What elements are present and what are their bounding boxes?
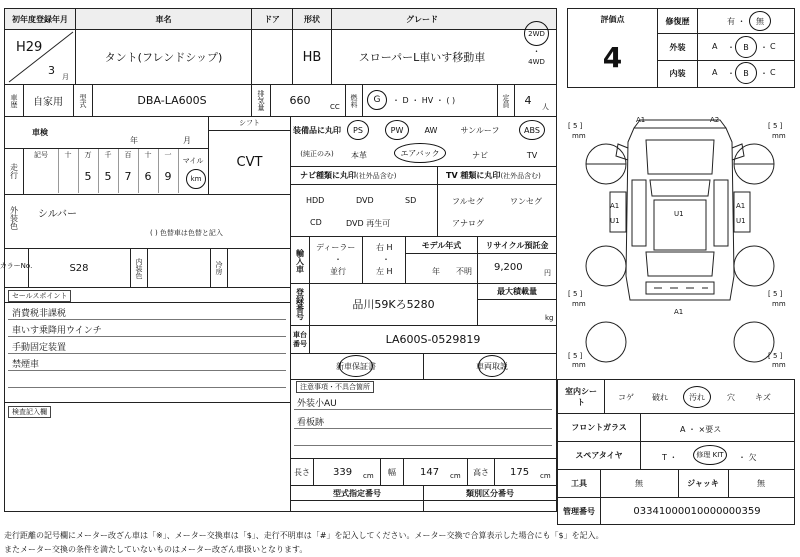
tv-type-sub: (社外品含む): [500, 172, 541, 180]
label-a1-left: A1: [610, 202, 620, 210]
interior-dot: ・: [727, 69, 735, 78]
windshield-label: フロントガラス: [571, 422, 627, 432]
mileage-digit: 6: [144, 169, 152, 183]
mileage-digit: 5: [104, 169, 112, 183]
cooler-label: 冷房: [215, 261, 223, 275]
mgmt-no-value: 03341000010000000359: [633, 505, 761, 517]
nav-dvd-play: DVD 再生可: [346, 219, 391, 228]
new-car-warranty: 新車保証書: [336, 361, 376, 371]
length-value: 339: [333, 467, 353, 478]
tire-mm-spare-l: mm: [572, 361, 586, 368]
repair-label: 修復歴: [665, 16, 690, 26]
grade-value: スローパーL車いす移動車: [358, 51, 486, 64]
repair-options: 有 ・: [727, 17, 746, 26]
tire-mm-rr: mm: [772, 300, 786, 308]
mileage-digit: 9: [164, 169, 172, 183]
nav-type-sub: (社外品含む): [356, 172, 397, 180]
model-year-label: モデル年式: [421, 240, 462, 250]
category-label: 車歴: [10, 93, 18, 108]
tv-analog: アナログ: [452, 219, 484, 228]
equipment-sub: (純正のみ): [300, 150, 334, 158]
mileage-header: 百: [124, 151, 132, 159]
equip-sunroof: サンルーフ: [460, 125, 500, 135]
tools-value: 無: [635, 478, 643, 488]
exterior-label: 外装: [669, 42, 686, 52]
shift-label: シフト: [239, 119, 260, 127]
mileage-digit: 7: [124, 169, 132, 183]
inspection-year-unit: 年: [130, 136, 138, 145]
equip-airbag: エアバック: [400, 148, 440, 158]
chassis-value: LA600S-0529819: [385, 333, 481, 346]
model-year-unit: 年: [432, 267, 440, 276]
width-value: 147: [420, 467, 440, 478]
sales-point-item: 消費税非課税: [12, 309, 67, 319]
nav-dvd: DVD: [356, 196, 374, 205]
cc-unit: CC: [330, 103, 340, 111]
capacity-label: 定員: [502, 93, 510, 108]
exterior-color-label: 外装色: [9, 206, 19, 230]
height-label: 高さ: [473, 467, 489, 477]
tire-mm-fl: mm: [572, 132, 586, 140]
class-label: 類別区分番号: [466, 488, 514, 498]
exterior-b: B: [743, 42, 749, 52]
sales-points-label: セールスポイント: [8, 290, 71, 302]
import-dealer: ディーラー: [316, 243, 356, 252]
mileage-digit: 5: [84, 169, 92, 183]
mileage-header: マイル: [182, 157, 204, 165]
mileage-header: 記号: [34, 151, 48, 159]
model-year-value: 不明: [456, 267, 472, 276]
recycle-unit: 円: [544, 269, 551, 277]
width-label: 幅: [388, 467, 396, 477]
mileage-header: 千: [104, 151, 112, 159]
capacity-unit: 人: [542, 103, 549, 111]
score-label: 評価点: [600, 14, 625, 24]
nav-type-title: ナビ種類に丸印: [300, 171, 356, 180]
nav-type-label: [300, 170, 396, 181]
notes-label: 注意事項・不具合箇所: [296, 381, 374, 393]
sales-point-item: 手動固定装置: [12, 343, 67, 353]
mileage-header: 万: [84, 151, 92, 159]
footer-note-1: 走行距離の記号欄にメーター改ざん車は「※」、メーター交換車は「$」、走行不明車は「#」を記入してください。メーター交換で合算表示した場合にも「$」を記入。: [4, 531, 604, 540]
mileage-header: 十: [144, 151, 152, 159]
windshield-value: A ・ ×要ス: [680, 425, 722, 434]
exterior-c: C: [770, 42, 776, 51]
interior-label: 内装: [669, 68, 686, 78]
seat-option-dirty: 汚れ: [689, 392, 705, 402]
mileage-grid: [24, 149, 208, 193]
spare-rest: ・ 欠: [738, 453, 757, 462]
right-hand-drive: 右 H: [376, 243, 393, 252]
first-reg-year: H29: [16, 40, 43, 55]
import-dot: ・: [334, 255, 342, 264]
nav-hdd: HDD: [306, 196, 325, 205]
max-load-unit: kg: [545, 314, 554, 322]
label-u1-roof: U1: [674, 210, 684, 218]
drive-4wd: 4WD: [528, 58, 545, 66]
seat-option: 破れ: [652, 393, 668, 402]
inspection-label: 車検: [32, 127, 48, 137]
tv-type-title: TV 種類に丸印: [446, 171, 501, 180]
capacity-value: 4: [524, 94, 532, 107]
jack-value: 無: [757, 478, 765, 488]
note-line: 外装小AU: [297, 399, 337, 409]
drive-dot: ・: [532, 46, 541, 56]
fuel-label: 燃料: [350, 93, 358, 108]
tire-mm-fr: mm: [772, 132, 786, 140]
left-hand-drive: 左 H: [376, 267, 393, 276]
exterior-dot: ・: [727, 43, 735, 52]
shift-value: CVT: [236, 155, 263, 170]
tire-mm-spare-r: mm: [772, 361, 786, 368]
score-value: 4: [602, 40, 623, 74]
car-name-label: 車名: [155, 14, 172, 24]
tire-depth-spare-l: [ 5 ]: [568, 352, 583, 360]
repaint-note: ( ) 色替車は色替と記入: [150, 229, 223, 237]
mileage-header: 十: [64, 151, 72, 159]
registration-value: 品川59Kろ5280: [352, 298, 435, 311]
mileage-header: 一: [164, 151, 172, 159]
interior-dot2: ・: [760, 69, 768, 78]
body-shape: HB: [302, 49, 322, 65]
seat-option: コゲ: [618, 393, 634, 402]
tv-fullseg: フルセグ: [452, 197, 484, 206]
seat-option: キズ: [755, 393, 771, 402]
equip-ps: PS: [353, 125, 363, 135]
interior-c: C: [770, 68, 776, 77]
interior-color-label: 内装色: [135, 257, 143, 279]
door-label: ドア: [264, 14, 280, 24]
mileage-label: 走行: [9, 163, 19, 179]
tire-depth-fr: [ 5 ]: [768, 122, 783, 130]
tire-depth-spare-r: [ 5 ]: [768, 352, 783, 360]
mgmt-no-label: 管理番号: [563, 506, 595, 516]
label-a1-right: A1: [736, 202, 746, 210]
tire-depth-rl: [ 5 ]: [568, 290, 583, 298]
nav-cd: CD: [310, 218, 322, 227]
recycle-label: リサイクル預託金: [485, 240, 549, 250]
height-unit: cm: [540, 472, 551, 480]
tv-oneseg: ワンセグ: [510, 197, 542, 206]
seat-label-text: 室内シート: [565, 386, 597, 407]
fuel-others: ・ D ・ HV ・ ( ): [392, 96, 456, 105]
recycle-value: 9,200: [494, 262, 523, 273]
first-reg-month: 3: [48, 64, 55, 77]
sales-point-item: 禁煙車: [12, 360, 40, 370]
exterior-a: A: [712, 42, 718, 51]
tire-depth-rr: [ 5 ]: [768, 290, 783, 298]
model-label: 型式: [79, 93, 87, 108]
seat-label: [558, 380, 604, 413]
drive-2wd: 2WD: [528, 29, 545, 38]
interior-a: A: [712, 68, 718, 77]
label-u1-right: U1: [736, 217, 746, 225]
tools-label: 工具: [571, 478, 587, 488]
equip-leather: 本革: [351, 150, 367, 160]
displacement-label: 排気量: [257, 90, 265, 111]
inspection-month-unit: 月: [183, 136, 191, 145]
import-label: 輸入車: [295, 248, 305, 273]
equip-navi: ナビ: [472, 150, 488, 160]
inspector-label: 検査記入欄: [8, 406, 51, 418]
note-line: 看板跡: [297, 418, 325, 428]
import-parallel: 並行: [330, 267, 346, 276]
registration-label: 登録番号: [295, 288, 305, 320]
car-damage-diagram: [562, 96, 798, 368]
spare-t: T ・: [662, 453, 678, 462]
km-unit: km: [190, 175, 202, 183]
tire-depth-fl: [ 5 ]: [568, 122, 583, 130]
equip-tv: TV: [526, 150, 538, 160]
model-value: DBA-LA600S: [137, 94, 207, 107]
hand-dot: ・: [382, 255, 390, 264]
chassis-label-text: 車台番号: [293, 331, 307, 348]
first-reg-label: 初年度登録年月: [12, 14, 68, 24]
tv-type-label: [446, 170, 541, 181]
length-unit: cm: [363, 472, 374, 480]
equip-aw: AW: [424, 125, 438, 135]
equip-abs: ABS: [524, 125, 540, 135]
vehicle-manual: 車両取説: [476, 361, 508, 371]
displacement-value: 660: [289, 94, 311, 107]
label-a1-front-left: A1: [636, 116, 646, 124]
month-unit: 月: [62, 73, 69, 81]
fuel-g: G: [373, 95, 381, 105]
label-a2-front-right: A2: [710, 116, 720, 124]
color-no-label: カラーNo.: [0, 262, 33, 270]
length-label: 長さ: [294, 467, 310, 477]
grade-label: グレード: [406, 14, 438, 24]
tire-mm-rl: mm: [572, 300, 586, 308]
seat-option: 穴: [727, 393, 735, 402]
max-load-label: 最大積載量: [497, 287, 537, 296]
nav-sd: SD: [405, 196, 417, 205]
label-a1-rear: A1: [674, 308, 684, 316]
color-no-value: S28: [69, 262, 89, 274]
repair-none: 無: [756, 16, 764, 26]
shape-label: 形状: [304, 14, 320, 24]
footer-note-2: またメーター交換の条件を満たしていないものはメーター改ざん車扱いとなります。: [4, 545, 308, 554]
equip-pw: PW: [390, 125, 404, 135]
exterior-color-value: シルバー: [38, 209, 78, 220]
width-unit: cm: [450, 472, 461, 480]
spare-kit: 修理 KIT: [696, 451, 724, 459]
spare-tire-label: スペアタイヤ: [575, 450, 623, 460]
category-value: 自家用: [33, 97, 63, 108]
car-name: タント(フレンドシップ): [104, 51, 223, 64]
jack-label: ジャッキ: [687, 478, 719, 488]
designation-label: 型式指定番号: [333, 488, 381, 498]
interior-b: B: [743, 68, 749, 78]
equipment-label: 装備品に丸印: [293, 125, 341, 135]
exterior-dot2: ・: [760, 43, 768, 52]
chassis-label: [291, 327, 309, 353]
height-value: 175: [510, 467, 530, 478]
label-u1-left: U1: [610, 217, 620, 225]
sales-point-item: 車いす乗降用ウインチ: [12, 326, 102, 336]
